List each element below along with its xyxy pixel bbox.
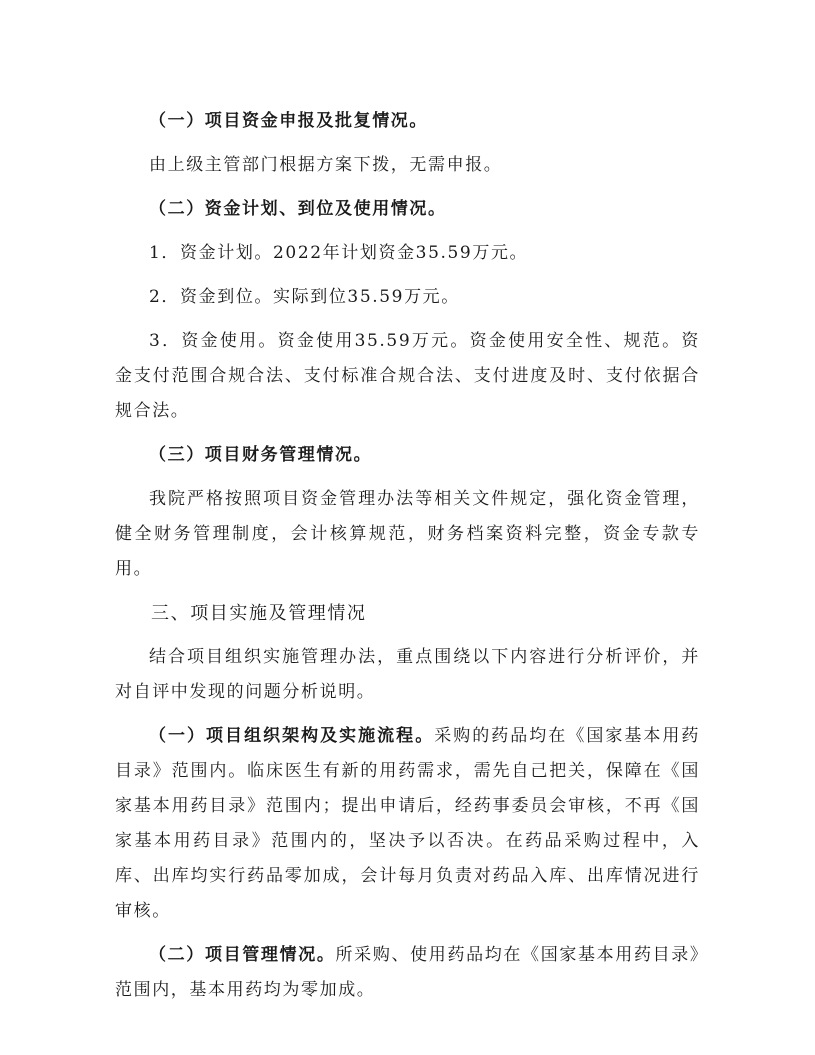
paragraph-organization <box>115 719 700 929</box>
paragraph-financial-management: 我院严格按照项目资金管理办法等相关文件规定，强化资金管理，健全财务管理制度，会计核算规范，财务档案资料完整，资金专款专用。 <box>115 489 700 579</box>
paragraph-project-management-text: 所采购、使用药品均在《国家基本用药目录》范围内，基本用药均为零加成。 <box>115 945 701 1000</box>
heading-project-management: （二）项目管理情况。 <box>149 945 336 965</box>
paragraph-implementation-intro: 结合项目组织实施管理办法，重点围绕以下内容进行分析评价，并对自评中发现的问题分析说明。 <box>115 647 700 702</box>
list-item-fund-usage: 3．资金使用。资金使用35.59万元。资金使用安全性、规范。资金支付范围合规合法、支付标准合规合法、支付进度及时、支付依据合规合法。 <box>115 331 700 421</box>
heading-organization: （一）项目组织架构及实施流程。 <box>149 726 435 746</box>
list-item-fund-arrival: 2．资金到位。实际到位35.59万元。 <box>149 287 460 307</box>
heading-fund-application: （一）项目资金申报及批复情况。 <box>149 111 428 131</box>
paragraph-project-management <box>115 938 700 1008</box>
heading-financial-management: （三）项目财务管理情况。 <box>149 445 373 465</box>
paragraph-organization-text: 采购的药品均在《国家基本用药目录》范围内。临床医生有新的用药需求，需先自己把关，保障在《国家基本用药目录》范围内；提出申请后，经药事委员会审核，不再《国家基本用药目录》范围内的，坚决予以否决。在药品采购过程中，入库、出库均实行药品零加成，会计每月负责对药品入库、出库情况进行审核。 <box>115 726 701 921</box>
heading-fund-plan: （二）资金计划、到位及使用情况。 <box>149 199 447 219</box>
paragraph-fund-application: 由上级主管部门根据方案下拨，无需申报。 <box>149 155 503 175</box>
list-item-fund-plan: 1．资金计划。2022年计划资金35.59万元。 <box>149 243 529 263</box>
section-heading-implementation: 三、项目实施及管理情况 <box>151 603 367 624</box>
document-body <box>115 104 700 1017</box>
